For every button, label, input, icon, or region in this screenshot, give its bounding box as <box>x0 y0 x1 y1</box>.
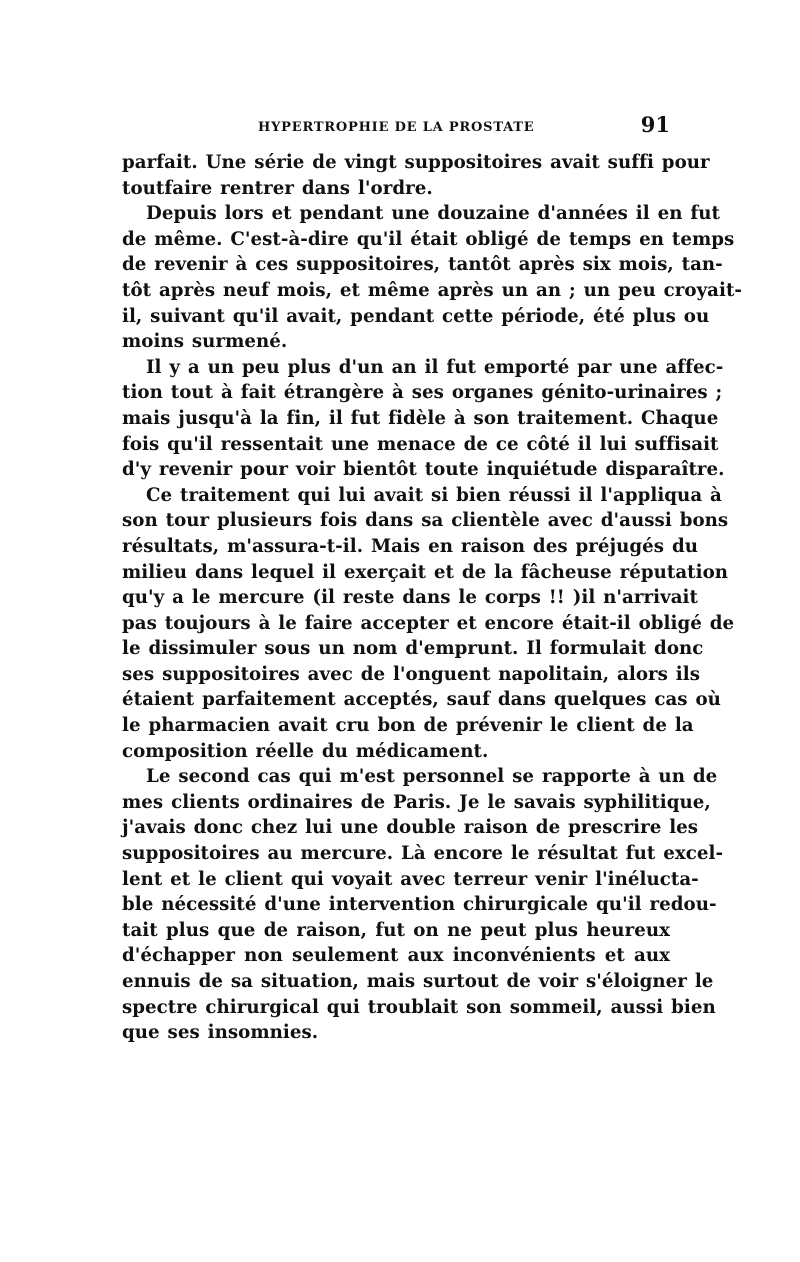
text-line: le dissimuler sous un nom d'emprunt. Il formulait donc <box>122 638 704 660</box>
text-line: j'avais donc chez lui une double raison de prescrire les <box>122 817 699 839</box>
text-line: lent et le client qui voyait avec terreur venir l'inéluctа- <box>122 868 699 890</box>
text-line: ses suppositoires avec de l'onguent napolitain, alors ils <box>122 663 701 685</box>
text-line: Depuis lors et pendant une douzaine d'années il en fut <box>146 203 720 225</box>
text-line: toutfaire rentrer dans l'ordre. <box>122 177 433 199</box>
text-line: de revenir à ces suppositoires, tantôt après six mois, tan- <box>122 254 723 276</box>
text-line: que ses insomnies. <box>122 1022 319 1044</box>
text-line: étaient parfaitement acceptés, sauf dans quelques cas où <box>122 689 721 711</box>
text-line: le pharmacien avait cru bon de prévenir le client de la <box>122 715 694 737</box>
text-line: Ce traitement qui lui avait si bien réussi il l'appliqua à <box>146 484 722 506</box>
text-line: milieu dans lequel il exerçait et de la fâcheuse réputation <box>122 561 729 583</box>
paragraph-1 <box>122 150 710 201</box>
text-line: composition réelle du médicament. <box>122 740 489 762</box>
text-line: suppositoires au mercure. Là encore le résultat fut excel- <box>122 843 724 865</box>
text-line: fois qu'il ressentait une menace de ce côté il lui suffisait <box>122 433 719 455</box>
text-line: Le second cas qui m'est personnel se rapporte à un de <box>146 766 718 788</box>
text-line: parfait. Une série de vingt suppositoires avait suffi pour <box>122 152 710 173</box>
text-line: il, suivant qu'il avait, pendant cette période, été plus ou <box>122 305 710 327</box>
text-line: pas toujours à le faire accepter et encore était-il obligé de <box>122 612 735 634</box>
running-head <box>122 108 670 138</box>
text-line: tôt après neuf mois, et même après un an ; un peu croyait- <box>122 279 743 301</box>
text-line: mais jusqu'à la fin, il fut fidèle à son traitement. Chaque <box>122 407 719 429</box>
text-line: tion tout à fait étrangère à ses organes génito-urinaires ; <box>122 382 723 404</box>
text-line: ble nécessité d'une intervention chirurgicale qu'il redou- <box>122 894 717 916</box>
text-line: Il y a un peu plus d'un an il fut emporté par une affec- <box>146 356 724 378</box>
text-line: tait plus que de raison, fut on ne peut plus heureux <box>122 919 670 941</box>
paragraph-2 <box>122 201 743 355</box>
text-line: mes clients ordinaires de Paris. Je le savais syphilitique, <box>122 791 711 813</box>
text-line: résultats, m'assura-t-il. Mais en raison des préjugés du <box>122 535 699 557</box>
body-text <box>122 150 743 1046</box>
text-line: son tour plusieurs fois dans sa clientèle avec d'aussi bons <box>122 510 729 532</box>
text-line: ennuis de sa situation, mais surtout de voir s'éloigner le <box>122 971 714 992</box>
paragraph-5 <box>122 764 724 1046</box>
text-line: de même. C'est-à-dire qu'il était obligé de temps en temps <box>122 228 735 250</box>
text-line: d'y revenir pour voir bientôt toute inquiétude disparaître. <box>122 459 725 481</box>
paragraph-3 <box>122 355 725 483</box>
text-line: spectre chirurgical qui troublait son sommeil, aussi bien <box>122 996 716 1018</box>
text-line: qu'y a le mercure (il reste dans le corps !! )il n'arrivait <box>122 587 698 609</box>
text-line: d'échapper non seulement aux inconvénients et aux <box>122 945 670 967</box>
running-title: HYPERTROPHIE DE LA PROSTATE <box>258 120 535 135</box>
paragraph-4 <box>122 483 735 765</box>
page-number: 91 <box>640 112 670 137</box>
text-line: moins surmené. <box>122 331 288 353</box>
